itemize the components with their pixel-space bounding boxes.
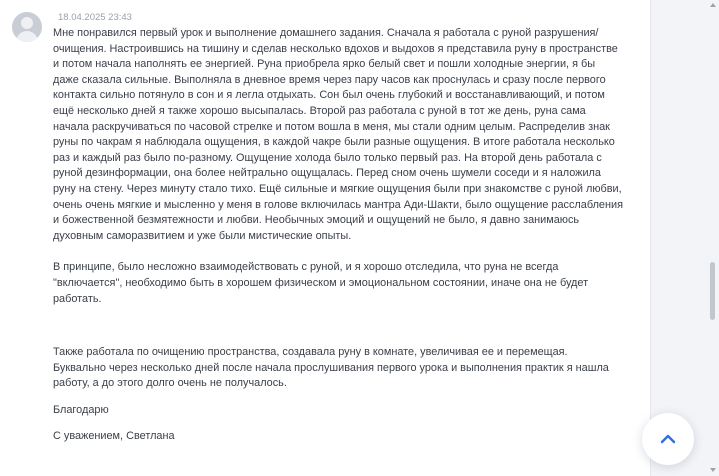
user-avatar-icon[interactable] <box>12 12 42 42</box>
comment-paragraph: В принципе, было несложно взаимодействовать с руной, и я хорошо отследила, что руна не всегда "включается", необходимо быть в хорошем физическом и эмоциональном состоянии, иначе она не будет работать. <box>53 261 589 305</box>
scroll-to-top-button[interactable] <box>642 413 694 465</box>
scroll-up-arrow-icon[interactable] <box>709 2 717 8</box>
comment-text <box>53 26 623 445</box>
avatar-head <box>21 17 33 29</box>
comment-signature: С уважением, Светлана <box>53 430 175 443</box>
comment-paragraph: Также работала по очищению пространства, создавала руну в комнате, увеличивая ее и перемещая. Буквально через несколько дней после начала прослушивания первого урока и выполнения практик я нашла работу, а до этого долго очень не получалось. <box>53 346 609 390</box>
avatar-body <box>16 31 38 42</box>
scrollbar-thumb[interactable] <box>710 262 715 320</box>
comment-meta <box>58 11 132 25</box>
comment-timestamp: 18.04.2025 23:43 <box>58 12 132 23</box>
comment-paragraph: Благодарю <box>53 403 109 416</box>
comment-paragraph: Мне понравился первый урок и выполнение домашнего задания. Сначала я работала с руной разрушения/очищения. Настроившись на тишину и сделав несколько вдохов и выдохов я представила руну в пространстве и потом начала наполнять ее энергией. Руна приобрела ярко белый свет и пошли холодные энергии, я бы даже сказала сильные. Выполняла в дневное время через пару часов как проснулась и сразу после первого контакта сильно потянуло в сон и я легла отдыхать. Сон был очень глубокий и восстанавливающий, и потом ещё несколько дней я также хорошо высыпалась. Второй раз работала с руной в тот же день, руна сама начала раскручиваться по часовой стрелке и потом вошла в меня, мы стали одним целым. Распределив знак руны по чакрам я наблюдала ощущения, в каждой чакре были разные ощущения. В итоге работала несколько раз и каждый раз было по-разному. Ощущение холода было только первый раз. На второй день работала с руной дезинформации, она более нейтрально ощущалась. Перед сном очень шумели соседи и я наложила руну на стену. Через минуту стало тихо. Ещё сильные и мягкие ощущения были при знакомстве с руной любви, очень очень мягкие и мысленно у меня в голове включилась мантра Ади-Шакти, было ощущение расслабления и божественной безмятежности и любви. Необычных эмоций и ощущений не было, я давно занимаюсь духовным саморазвитием и уже были мистические опыты. <box>53 27 623 242</box>
scroll-down-arrow-icon[interactable] <box>709 467 717 473</box>
page-scrollbar[interactable] <box>707 0 719 476</box>
chevron-up-icon <box>658 429 678 449</box>
